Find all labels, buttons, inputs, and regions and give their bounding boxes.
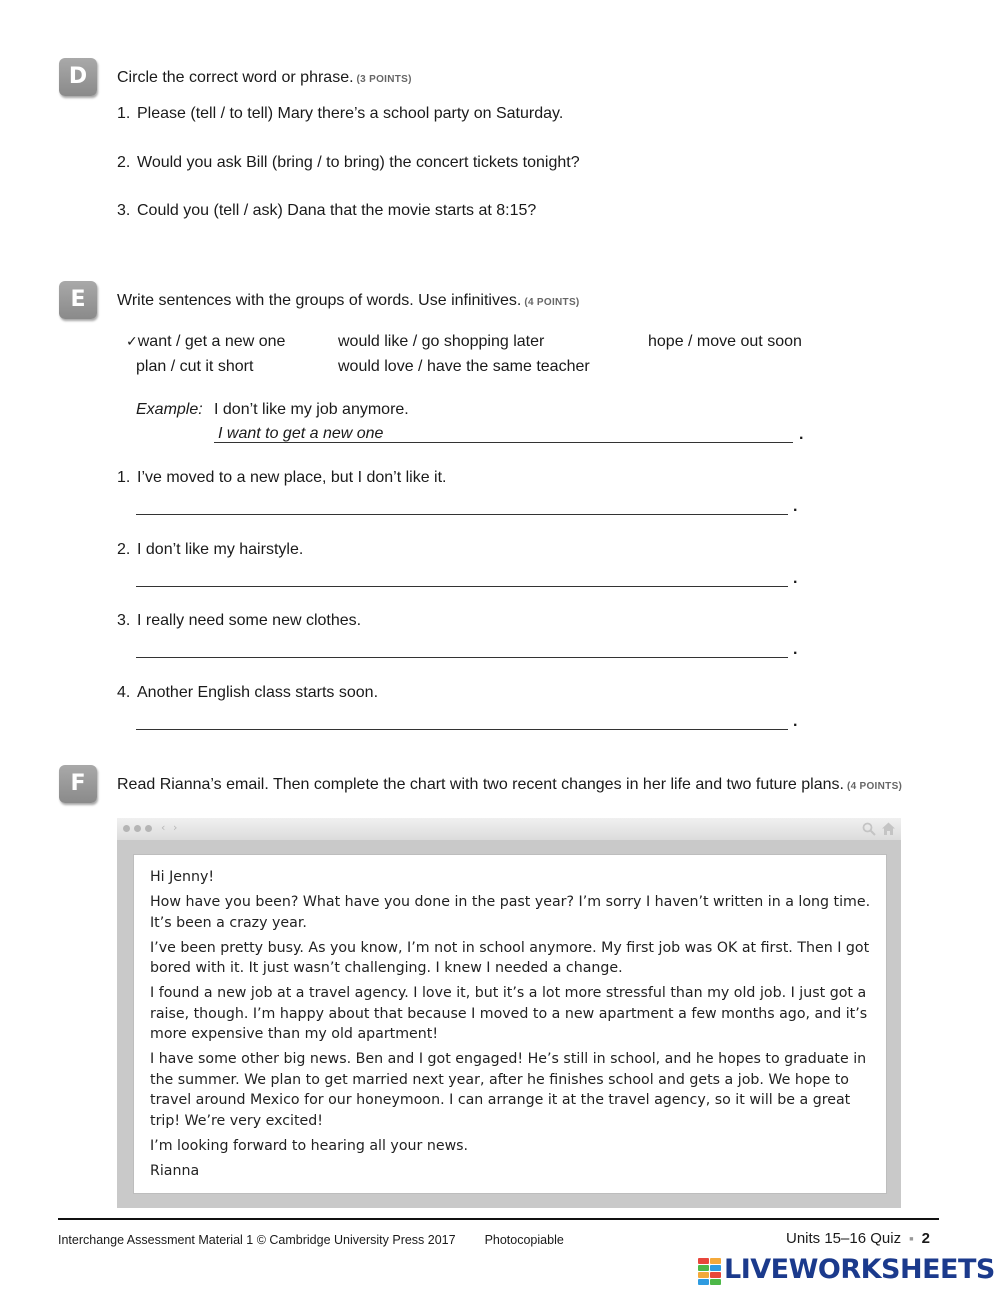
item-text: Another English class starts soon.	[137, 684, 379, 701]
answer-line-3[interactable]	[136, 657, 788, 658]
section-d-instruction	[117, 69, 412, 87]
section-d-badge: D	[59, 58, 97, 96]
answer-line-4[interactable]	[136, 729, 788, 730]
footer-page-number: 2	[921, 1230, 930, 1247]
footer-quiz-label: Units 15–16 Quiz	[786, 1230, 902, 1247]
item-number: 1.	[117, 469, 131, 486]
answer-period-2: .	[793, 570, 798, 587]
word-bank-item-5: would love / have the same teacher	[338, 358, 590, 375]
email-greeting: Hi Jenny!	[150, 869, 215, 885]
section-e-instruction-text: Write sentences with the groups of words. Use infinitives.	[117, 292, 522, 309]
example-prompt: I don’t like my job anymore.	[214, 401, 409, 418]
footer-credits	[58, 1233, 564, 1247]
item-text: Would you ask Bill (bring / to bring) the concert tickets tonight?	[137, 154, 580, 171]
example-label: Example:	[136, 401, 203, 418]
email-paragraph: I have some other big news. Ben and I got engaged! He’s still in school, and he hopes to graduate in the summer. We plan to get married next year, after he finishes school and gets a job. We hope to travel around Mexico for our honeymoon. I can arrange it at the travel agency, so it will be a great trip! We’re very excited!	[150, 1051, 867, 1129]
section-e-item-1	[117, 469, 447, 487]
email-content	[150, 867, 872, 1186]
item-number: 2.	[117, 154, 131, 171]
section-d-item-1	[117, 105, 563, 123]
section-f-instruction-text: Read Rianna’s email. Then complete the chart with two recent changes in her life and two future plans.	[117, 776, 844, 793]
email-paragraph: I’ve been pretty busy. As you know, I’m not in school anymore. My first job was OK at first. Then I got bored with it. It just wasn’t challenging. I knew I needed a change.	[150, 939, 870, 976]
footer-photocopiable: Photocopiable	[484, 1233, 564, 1247]
search-icon	[862, 822, 876, 836]
email-body	[133, 854, 887, 1194]
section-e-item-4	[117, 684, 378, 702]
item-number: 1.	[117, 105, 131, 122]
item-text: I don’t like my hairstyle.	[137, 541, 304, 558]
item-number: 2.	[117, 541, 131, 558]
section-e-instruction	[117, 292, 580, 310]
window-dot-icon	[134, 825, 141, 832]
section-d-points: (3 POINTS)	[356, 74, 412, 85]
footer-separator: ■	[909, 1235, 914, 1243]
window-dot-icon	[145, 825, 152, 832]
item-text: I really need some new clothes.	[137, 612, 362, 629]
answer-line-2[interactable]	[136, 586, 788, 587]
item-text: I’ve moved to a new place, but I don’t like it.	[137, 469, 447, 486]
section-e-badge: E	[59, 281, 97, 319]
section-f-points: (4 POINTS)	[846, 781, 903, 792]
item-text: Could you (tell / ask) Dana that the movie starts at 8:15?	[137, 202, 537, 219]
answer-period-4: .	[793, 713, 798, 730]
email-paragraph: I found a new job at a travel agency. I love it, but it’s a lot more stressful than my old job. I just got a raise, though. I’m happy about that because I moved to a new apartment a few months ago, and it’s more expensive than my old apartment!	[150, 985, 868, 1042]
item-number: 4.	[117, 684, 131, 701]
word-bank-text: want / get a new one	[137, 333, 286, 350]
email-window	[117, 818, 901, 1208]
checkmark-icon: ✓	[126, 334, 138, 350]
word-bank-item-2: would like / go shopping later	[338, 333, 545, 350]
answer-line-1[interactable]	[136, 514, 788, 515]
section-d-item-3	[117, 202, 536, 220]
section-d-instruction-text: Circle the correct word or phrase.	[117, 69, 354, 86]
section-e-item-2	[117, 541, 303, 559]
email-paragraph: I’m looking forward to hearing all your news.	[150, 1137, 469, 1154]
section-f-badge: F	[59, 765, 97, 803]
email-signature: Rianna	[150, 1162, 200, 1179]
answer-period-3: .	[793, 641, 798, 658]
footer-divider	[58, 1218, 939, 1220]
example-period: .	[799, 426, 804, 443]
word-bank-item-4: plan / cut it short	[136, 358, 254, 375]
footer-copyright: Interchange Assessment Material 1 © Cambridge University Press 2017	[58, 1233, 456, 1247]
word-bank-item-3: hope / move out soon	[648, 333, 802, 350]
item-text: Please (tell / to tell) Mary there’s a school party on Saturday.	[137, 105, 564, 122]
word-bank-item-1	[126, 333, 285, 351]
item-number: 3.	[117, 612, 131, 629]
email-window-titlebar	[117, 818, 901, 840]
section-f-instruction	[117, 776, 902, 794]
section-e-points: (4 POINTS)	[524, 297, 580, 308]
section-e-item-3	[117, 612, 361, 630]
liveworksheets-logo-icon	[698, 1258, 722, 1284]
footer-quiz-info	[786, 1230, 930, 1247]
home-icon	[881, 821, 896, 836]
answer-period-1: .	[793, 498, 798, 515]
section-d-item-2	[117, 154, 580, 172]
example-answer-line	[214, 442, 793, 443]
liveworksheets-text: LIVEWORKSHEETS	[724, 1254, 995, 1285]
forward-arrow-icon: ›	[173, 821, 178, 834]
example-answer: I want to get a new one	[218, 425, 384, 442]
email-paragraph: How have you been? What have you done in the past year? I’m sorry I haven’t written in a long time. It’s been a crazy year.	[150, 894, 871, 931]
back-arrow-icon: ‹	[161, 821, 166, 834]
window-dot-icon	[123, 825, 130, 832]
item-number: 3.	[117, 202, 131, 219]
